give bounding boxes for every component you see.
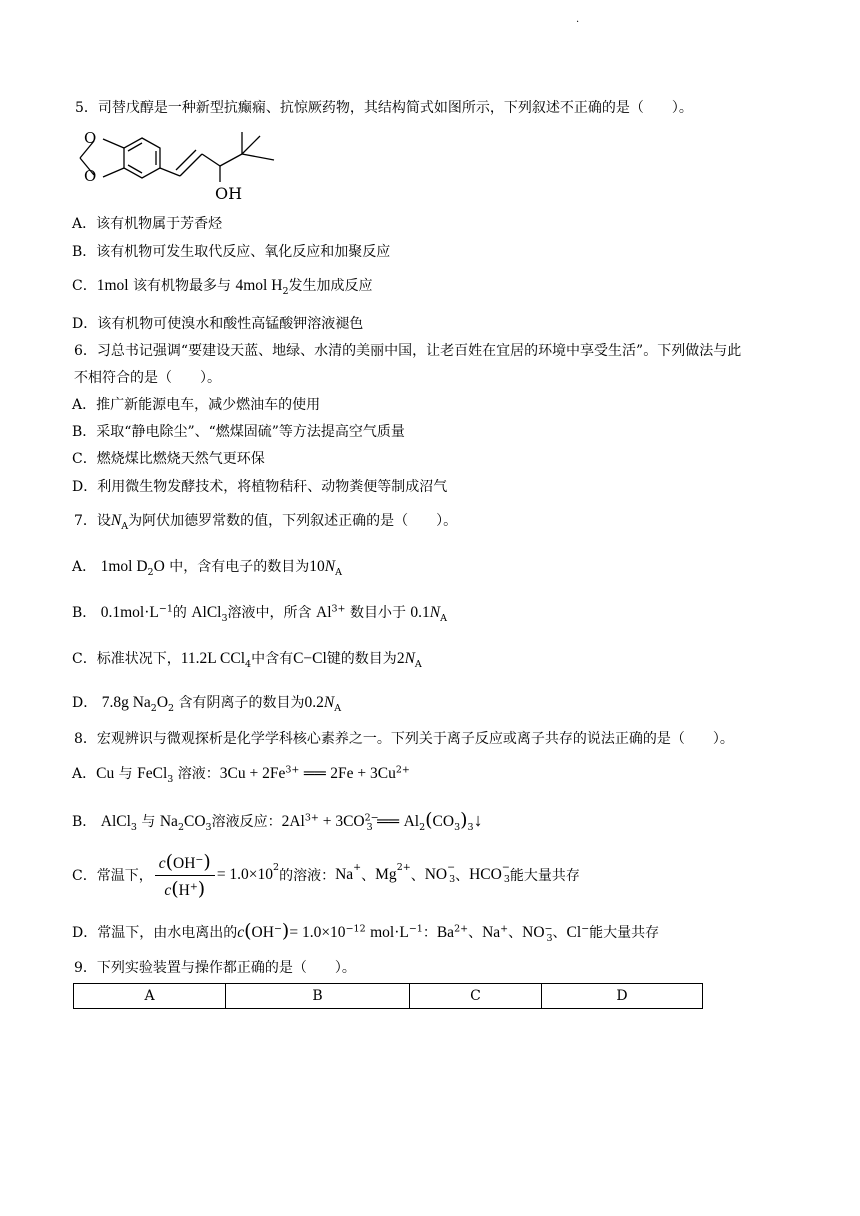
na-symbol: N: [323, 694, 335, 711]
superscript: −: [195, 853, 204, 865]
option-prefix: D．: [72, 695, 98, 711]
q7-option-a: [72, 557, 342, 577]
subscript: 2: [150, 702, 157, 714]
ion: Na: [335, 866, 354, 883]
ratio-fraction: $\frac{c(OH^-)}{c(H^+)}$: [155, 851, 215, 900]
subscript: A: [440, 612, 448, 624]
q6-option-a: A．推广新能源电车，减少燃油车的使用: [72, 397, 321, 413]
option-text: 与: [141, 814, 156, 830]
na-symbol: N: [404, 650, 415, 667]
oh-label: OH: [215, 184, 243, 203]
equals-sign: ══: [377, 813, 400, 830]
table-header-cell: D: [542, 984, 703, 1009]
q8-stem: 8．宏观辨识与微观探析是化学学科核心素养之一。下列关于离子反应或离子共存的说法正确的是（ ）。: [74, 731, 734, 747]
formula: C−Cl: [293, 650, 327, 667]
c-symbol: c: [158, 854, 166, 872]
separator: 、: [410, 868, 425, 884]
amount-1mol: 1mol: [96, 277, 129, 294]
q6-stem-line1: 6．习总书记强调“要建设天蓝、地绿、水清的美丽中国，让老百姓在宜居的环境中享受生活”。下列做法与此: [74, 343, 742, 359]
formula: O: [153, 558, 165, 575]
ion: NO: [424, 866, 448, 883]
formula: H: [178, 881, 190, 899]
option-text: 溶液反应：: [211, 814, 282, 830]
option-text: 能大量共存: [589, 925, 660, 941]
formula: CO: [432, 813, 455, 830]
formula: 7.8g Na: [101, 694, 151, 711]
formula: CO: [183, 813, 206, 830]
q5-option-d: D．该有机物可使溴水和酸性高锰酸钾溶液褪色: [72, 316, 364, 332]
subscript: 2: [419, 821, 426, 833]
stem-text: 7．设: [74, 513, 111, 529]
superscript: 3+: [304, 812, 319, 824]
subscript: 3: [205, 821, 212, 833]
subscript: 2: [147, 566, 154, 578]
c-symbol: c: [164, 881, 172, 899]
q8-option-d: D．常温下，由水电离出的$c(OH^-)= 1.0\times 10^{-12}$ $mol\cdot L^{-1}$：$Ba^{2+}$、Na+、$NO^-_3$、Cl−能大量共存: [72, 920, 660, 944]
superscript: 3+: [285, 764, 300, 776]
amount-4mol-h: 4mol H: [235, 277, 283, 294]
option-prefix: A．: [72, 559, 97, 575]
q8-option-a: [72, 764, 410, 784]
formula: + 3CO: [318, 813, 365, 830]
option-prefix: B．: [72, 814, 97, 830]
value: 0.1: [410, 604, 430, 621]
formula: Na: [159, 813, 178, 830]
option-text: 键的数目为: [326, 651, 397, 667]
subscript: 2: [177, 821, 184, 833]
q7-option-b: [72, 603, 447, 623]
separator: 、: [361, 868, 376, 884]
q5-option-a: A．该有机物属于芳香烃: [72, 216, 223, 232]
option-text: 发生加成反应: [288, 278, 373, 294]
formula: 1mol D: [100, 558, 148, 575]
na-symbol: N: [324, 558, 336, 575]
subscript: A: [121, 520, 129, 532]
ion: Ba: [436, 924, 455, 941]
ion: Mg: [375, 866, 397, 883]
subscript: 3: [454, 821, 461, 833]
formula: 3Cu + 2Fe: [219, 765, 286, 782]
header-mark: .: [576, 14, 580, 25]
subscript: 3: [546, 932, 553, 944]
superscript: 3+: [331, 603, 346, 615]
q7-option-d: [72, 693, 341, 713]
value: 0.2: [304, 694, 324, 711]
subscript: 2: [282, 285, 289, 297]
ion: Cl: [566, 924, 582, 941]
q6-option-c: C．燃烧煤比燃烧天然气更环保: [72, 451, 265, 467]
subscript: 3: [167, 773, 174, 785]
option-prefix: B．: [72, 605, 97, 621]
q8-option-b: B． AlCl$_3$ 与 $Na_2CO_3$溶液反应：$2Al^{3+} + 3CO^{2-}_3$ ══ $Al_2(CO_3)_3↓$: [72, 809, 483, 833]
value: 10: [309, 558, 325, 575]
superscript: 2+: [454, 923, 469, 935]
value: = 1.0×10: [289, 924, 346, 941]
superscript: −: [544, 923, 553, 935]
option-text: 的溶液：: [279, 868, 336, 884]
o-atom-bottom: O: [84, 167, 97, 185]
formula: OH: [251, 924, 274, 941]
unit: mol·L: [370, 924, 409, 941]
ion: NO: [522, 924, 545, 941]
separator: 、: [468, 925, 483, 941]
subscript: A: [335, 566, 342, 578]
q5-option-b: B．该有机物可发生取代反应、氧化反应和加聚反应: [72, 244, 391, 260]
ion: HCO: [469, 866, 502, 883]
subscript: 4: [245, 658, 252, 670]
subscript: 3: [366, 821, 373, 833]
formula: Cu: [96, 765, 115, 782]
formula: O: [156, 694, 169, 711]
superscript: −: [273, 923, 282, 935]
q9-options-table: [73, 983, 703, 1009]
value: 2: [396, 650, 405, 667]
formula: FeCl: [137, 765, 168, 782]
stem-text: 为阿伏加德罗常数的值，下列叙述正确的是（ ）。: [128, 513, 458, 529]
option-text: ：: [422, 925, 437, 941]
formula: Al: [403, 813, 420, 830]
option-text: 中含有: [251, 651, 294, 667]
separator: 、: [455, 868, 470, 884]
formula: AlCl: [100, 813, 131, 830]
option-text: 的: [172, 605, 187, 621]
ion: Na: [482, 924, 501, 941]
q5-option-c: [72, 276, 372, 296]
formula: Al: [316, 604, 332, 621]
option-text: 溶液：: [177, 766, 220, 782]
separator: 、: [552, 925, 567, 941]
superscript: −1: [158, 603, 173, 615]
na-symbol: N: [110, 512, 122, 529]
c-symbol: c: [237, 924, 245, 941]
option-prefix: D．常温下，由水电离出的: [72, 925, 238, 941]
table-header-cell: A: [74, 984, 226, 1009]
superscript: −: [581, 923, 590, 935]
stiripentol-structure: [70, 124, 280, 208]
subscript: A: [334, 702, 342, 714]
superscript: +: [500, 923, 509, 935]
q7-option-c: [72, 649, 422, 669]
subscript: 3: [221, 612, 228, 624]
option-text: 含有阴离子的数目为: [178, 695, 305, 711]
q6-stem-line2: 不相符合的是（ ）。: [74, 370, 221, 386]
option-text: 中，含有电子的数目为: [169, 559, 310, 575]
q7-stem: [74, 511, 457, 531]
formula: 2Al: [281, 813, 305, 830]
na-symbol: N: [429, 604, 441, 621]
formula: AlCl: [191, 604, 222, 621]
o-atom-top: O: [84, 129, 97, 147]
subscript: 3: [130, 821, 137, 833]
option-prefix: C．常温下，: [72, 868, 153, 884]
subscript: A: [414, 658, 422, 670]
separator: 、: [508, 925, 523, 941]
superscript: +: [189, 880, 198, 892]
option-text: 溶液中，所含: [227, 605, 312, 621]
superscript: 2+: [395, 764, 410, 776]
value: = 1.0×10: [216, 866, 274, 883]
option-prefix: C．: [72, 278, 97, 294]
option-text: 该有机物最多与: [133, 278, 232, 294]
formula: 0.1mol·L: [100, 604, 159, 621]
option-text: 与: [118, 766, 133, 782]
subscript: 2: [168, 702, 175, 714]
table-header-cell: C: [410, 984, 542, 1009]
formula: 11.2L CCl: [180, 650, 246, 667]
superscript: 2−: [364, 812, 379, 824]
formula: OH: [173, 854, 196, 872]
q5-stem: 5．司替戊醇是一种新型抗癫痫、抗惊厥药物，其结构简式如图所示，下列叙述不正确的是（ ）。: [75, 100, 693, 116]
option-text: 数目小于: [349, 605, 406, 621]
q6-option-d: D．利用微生物发酵技术，将植物秸秆、动物粪便等制成沼气: [72, 479, 448, 495]
subscript: 3: [467, 821, 474, 833]
table-header-cell: B: [226, 984, 410, 1009]
q9-stem: 9．下列实验装置与操作都正确的是（ ）。: [74, 960, 356, 976]
superscript: −12: [345, 923, 366, 935]
table-row: [74, 984, 703, 1009]
formula: 2Fe + 3Cu: [330, 765, 396, 782]
superscript: −1: [408, 923, 423, 935]
precipitate-arrow: ↓: [473, 810, 483, 830]
equals-sign: ══: [303, 765, 326, 782]
option-text: 能大量共存: [509, 868, 580, 884]
q6-option-b: B．采取“静电除尘”、“燃煤固硫”等方法提高空气质量: [72, 424, 405, 440]
option-prefix: A．: [72, 766, 97, 782]
option-prefix: C．标准状况下，: [72, 651, 181, 667]
q8-option-c: C．常温下， $\frac{c(OH^-)}{c(H^+)}$ = 1.0×10 $^2$ 的溶液： Na + 、 Mg $^{2+}$ 、 NO − $_3$ 、 HCO − $_3$ 能大量共存: [72, 850, 580, 900]
